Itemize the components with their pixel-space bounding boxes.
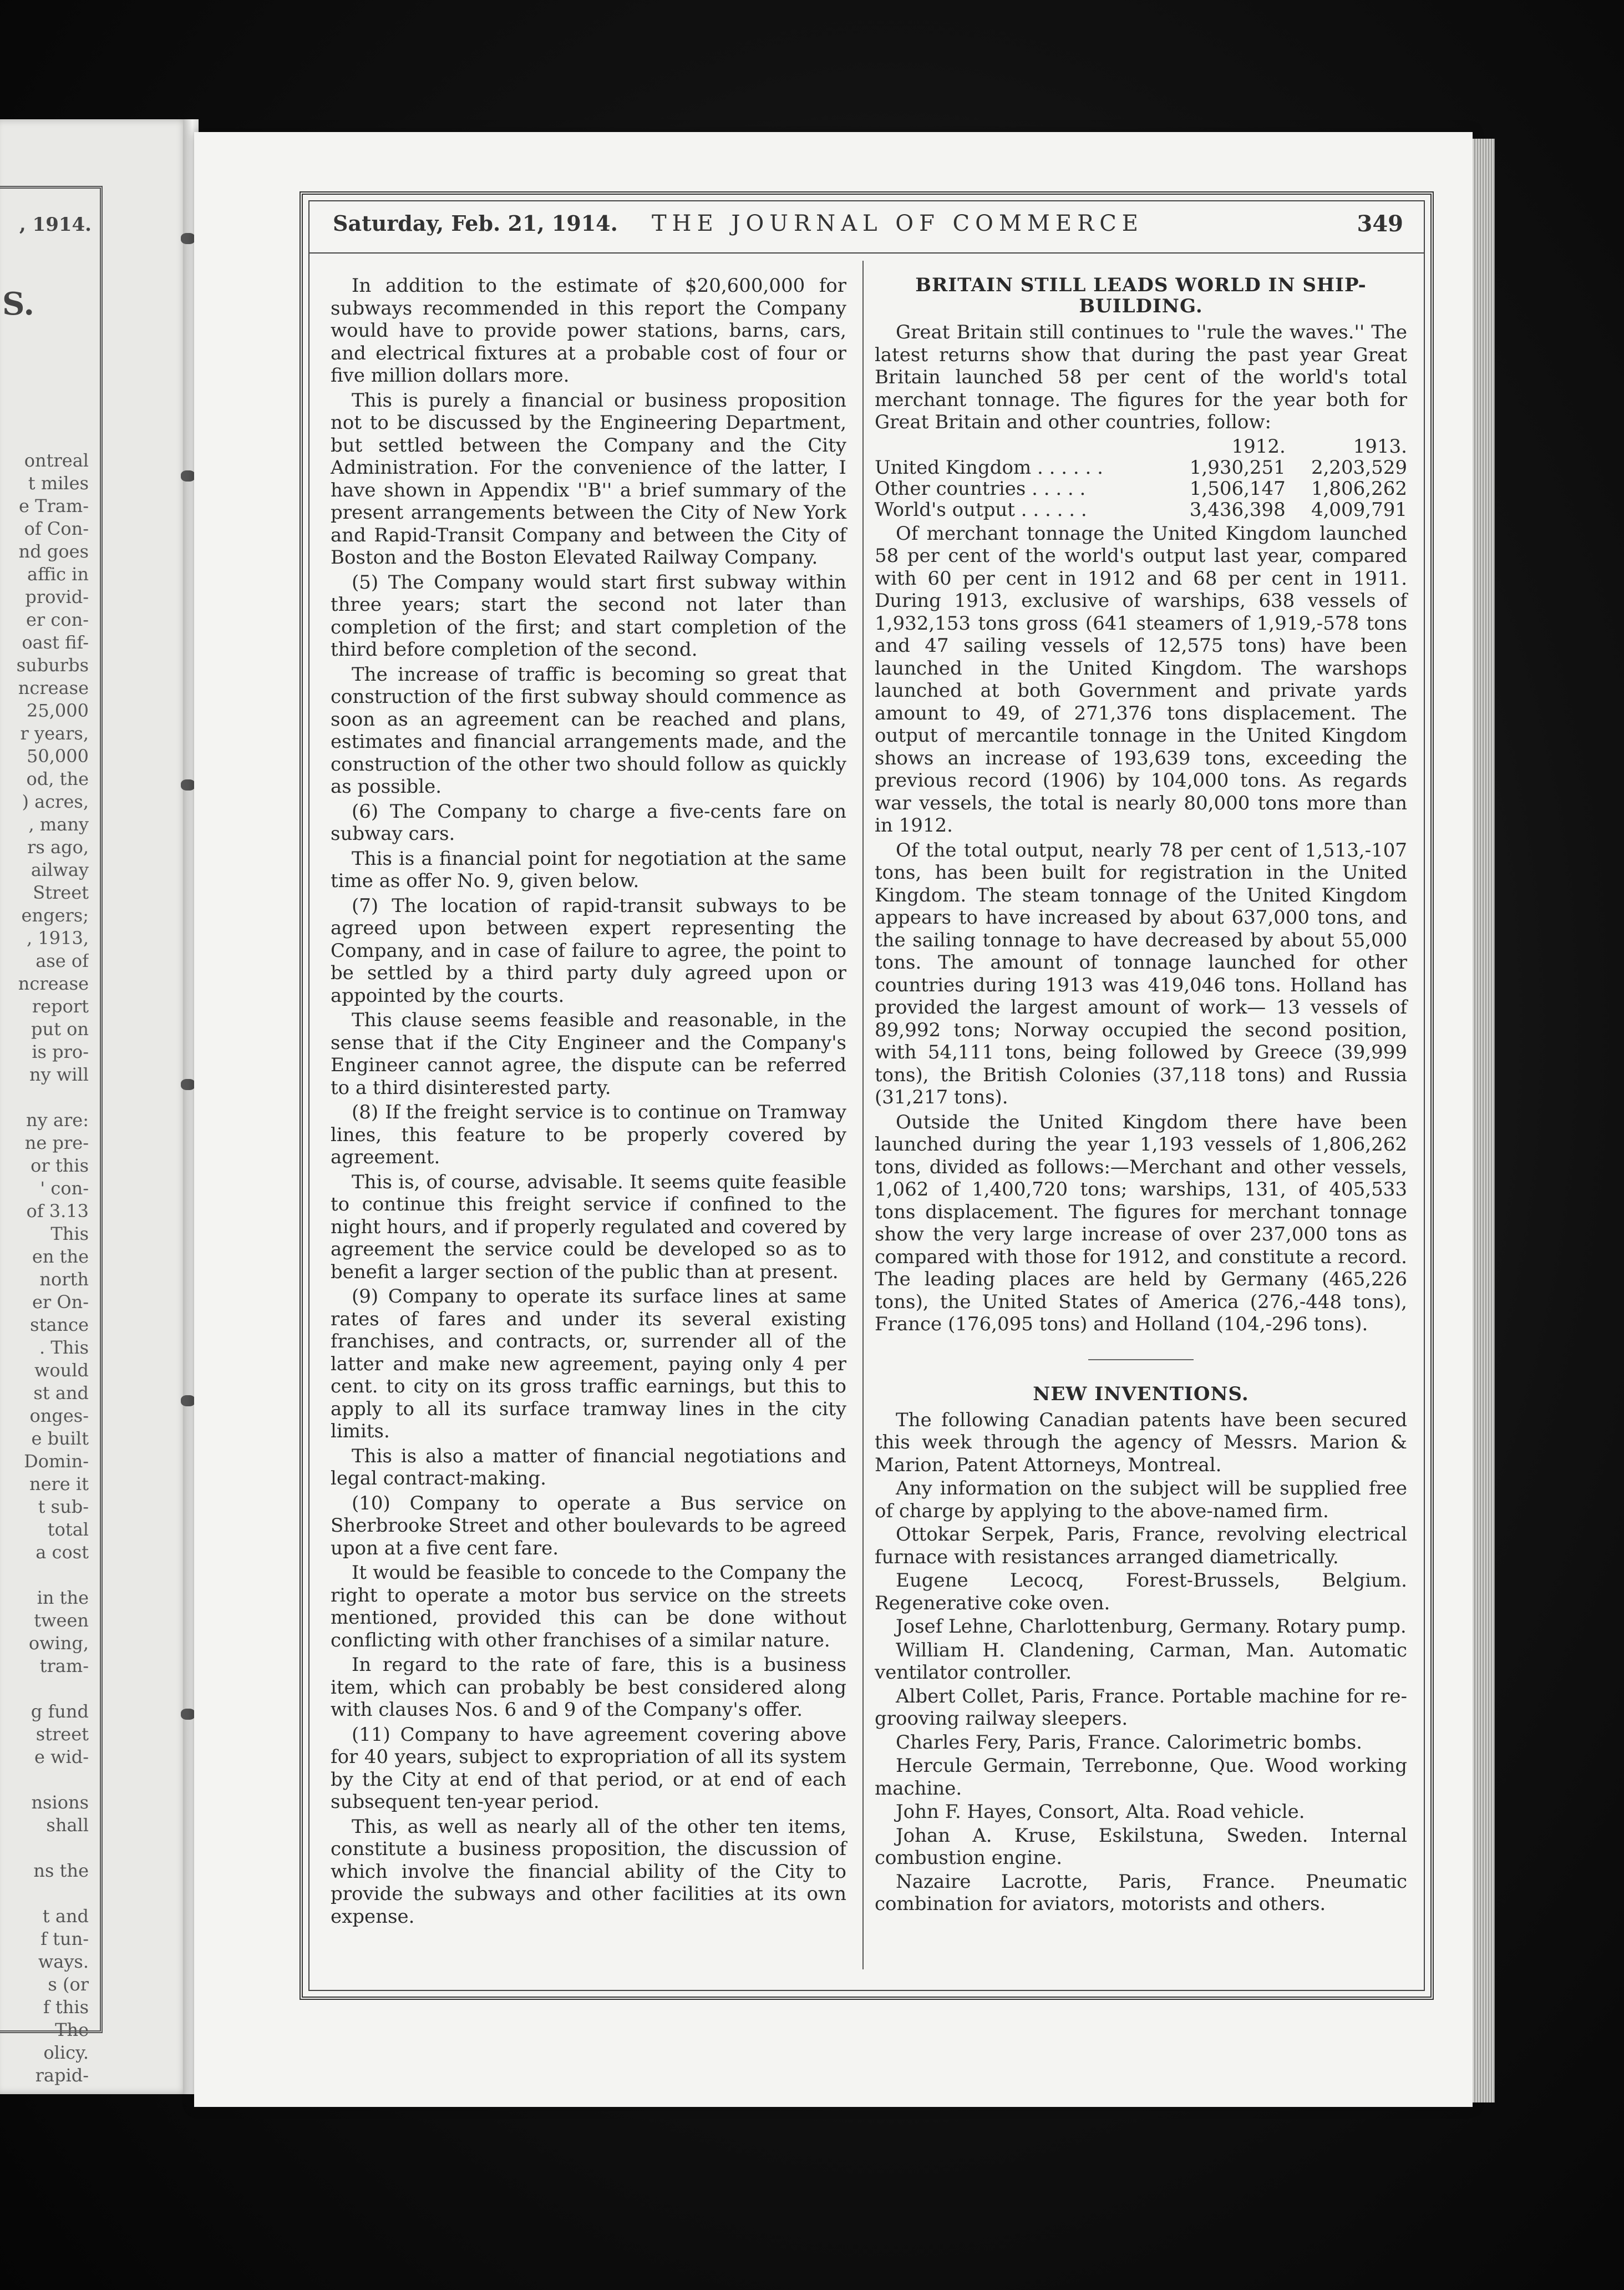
fragment-line bbox=[0, 1678, 89, 1700]
patent-list bbox=[875, 1409, 1407, 1916]
table-row bbox=[875, 499, 1407, 520]
fragment-line: onges- bbox=[29, 1405, 89, 1426]
fragment-line: f this bbox=[43, 1997, 89, 2018]
fragment-line bbox=[0, 1882, 89, 1905]
fragment-line: ways. bbox=[38, 1951, 89, 1972]
fragment-line: total bbox=[47, 1519, 89, 1540]
fragment-line: of Con- bbox=[24, 518, 89, 539]
paragraph: (10) Company to operate a Bus service on Sherbrooke Street and other boulevards to be agreed upon at a five cent fare. bbox=[331, 1492, 846, 1559]
patent-entry: Charles Fery, Paris, France. Calorimetric bombs. bbox=[896, 1731, 1362, 1754]
section-divider bbox=[1088, 1359, 1194, 1360]
fragment-line: a cost bbox=[35, 1542, 89, 1563]
row-label: Other countries . . . . . bbox=[875, 477, 1086, 500]
page-number: 349 bbox=[1357, 211, 1403, 237]
fragment-line: g fund bbox=[31, 1701, 89, 1722]
left-page-header: , 1914. bbox=[19, 214, 92, 236]
fragment-line: Domin- bbox=[24, 1451, 89, 1472]
running-head bbox=[333, 211, 1403, 244]
fragment-line: stance bbox=[30, 1314, 89, 1335]
fragment-line: tram- bbox=[39, 1655, 89, 1676]
fragment-line bbox=[0, 1564, 89, 1587]
binding-thread bbox=[181, 779, 195, 791]
table-row bbox=[875, 478, 1407, 499]
fragment-line: tween bbox=[34, 1610, 89, 1631]
column-header: 1912. bbox=[1231, 435, 1286, 458]
paragraph: (6) The Company to charge a five-cents fare on subway cars. bbox=[331, 800, 846, 845]
article-headline: NEW INVENTIONS. bbox=[1033, 1382, 1249, 1405]
patent-entry: Josef Lehne, Charlottenburg, Germany. Rotary pump. bbox=[896, 1615, 1407, 1638]
binding-thread bbox=[181, 1709, 195, 1720]
binding-thread bbox=[181, 1079, 195, 1090]
fragment-line: suburbs bbox=[16, 655, 89, 676]
fragment-line: s (or bbox=[48, 1974, 89, 1995]
left-page-text-fragment bbox=[0, 449, 89, 2087]
paragraph: (11) Company to have agreement covering above for 40 years, subject to expropriation of all its system by the City at end of that period, or at end of each subsequent ten-year period. bbox=[331, 1723, 846, 1813]
patent-entry: John F. Hayes, Consort, Alta. Road vehicle. bbox=[896, 1801, 1305, 1823]
fragment-line: engers; bbox=[21, 905, 89, 926]
left-page-heading-fragment: S. bbox=[2, 286, 34, 322]
tonnage-table bbox=[875, 436, 1407, 520]
paragraph: (7) The location of rapid-transit subways to be agreed upon between expert representing the Company, and in case of failure to agree, the point to be settled by a third party duly agreed upon or appointed by the courts. bbox=[331, 894, 846, 1007]
fragment-line: e Tram- bbox=[19, 495, 89, 516]
fragment-line: ontreal bbox=[24, 450, 89, 471]
binding-thread bbox=[181, 470, 195, 482]
table-row bbox=[875, 457, 1407, 478]
fragment-line: Street bbox=[33, 882, 89, 903]
cell-1913: 2,203,529 bbox=[1311, 456, 1407, 479]
paragraph: Of merchant tonnage the United Kingdom launched 58 per cent of the world's output last year, compared with 60 per cent in 1912 and 68 per cent in 1911. During 1913, exclusive of warships, 638 vessels of 1,932,153 tons gross (641 steamers of 1,919,-578 tons and 47 sailing vessels of 12,575 tons) have been launched in the United Kingdom. The warshops launched at both Government and private yards amount to 49, of 271,376 tons displacement. The output of mercantile tonnage in the United Kingdom shows an increase of 193,639 tons, exceeding the previous record (1906) by 104,000 tons. As regards war vessels, the total is nearly 80,000 tons more than in 1912. bbox=[875, 522, 1407, 837]
row-label: World's output . . . . . . bbox=[875, 498, 1087, 521]
fragment-line: affic in bbox=[27, 564, 89, 585]
paragraph: Outside the United Kingdom there have been launched during the year 1,193 vessels of 1,806,262 tons, divided as follows:—Merchant and other vessels, 1,062 of 1,400,720 tons; warships, 131, of 405,533 tons displacement. The figures for merchant tonnage show the very large increase of over 237,000 tons as compared with those for 1912, and constitute a record. The leading places are held by Germany (465,226 tons), the United States of America (276,-448 tons), France (176,095 tons) and Holland (104,-296 tons). bbox=[875, 1111, 1407, 1335]
binding-thread bbox=[181, 1395, 195, 1406]
cell-1912: 1,506,147 bbox=[1189, 477, 1286, 500]
fragment-line: provid- bbox=[25, 586, 89, 607]
fragment-line: in the bbox=[37, 1587, 89, 1608]
fragment-line: ase of bbox=[35, 950, 89, 971]
patent-entry: William H. Clandening, Carman, Man. Automatic ventilator controller. bbox=[875, 1639, 1407, 1684]
fragment-line bbox=[0, 1769, 89, 1791]
fragment-line bbox=[0, 1837, 89, 1860]
fragment-line: , 1913, bbox=[27, 928, 89, 949]
fragment-line: . This bbox=[39, 1337, 89, 1358]
article-headline: BRITAIN STILL LEADS WORLD IN SHIP-BUILDING. bbox=[915, 274, 1367, 317]
table-header-row bbox=[875, 436, 1407, 457]
patent-entry: Ottokar Serpek, Paris, France, revolving electrical furnace with resistances arranged diametrically. bbox=[875, 1523, 1407, 1568]
paragraph: This, as well as nearly all of the other ten items, constitute a business proposition, the discussion of which involve the financial ability of the City to provide the subways and other facilities at its own expense. bbox=[331, 1815, 846, 1928]
fragment-line: r years, bbox=[20, 723, 89, 744]
fragment-line bbox=[0, 1086, 89, 1109]
paragraph: This clause seems feasible and reasonable, in the sense that if the City Engineer and the Company's Engineer cannot agree, the dispute can be referred to a third disinterested party. bbox=[331, 1009, 846, 1099]
fragment-line: ny are: bbox=[26, 1109, 89, 1131]
patent-entry: Eugene Lecocq, Forest-Brussels, Belgium. Regenerative coke oven. bbox=[875, 1569, 1407, 1614]
column-header: 1913. bbox=[1353, 435, 1407, 458]
cell-1913: 4,009,791 bbox=[1311, 498, 1407, 521]
paragraph: This is also a matter of financial negotiations and legal contract-making. bbox=[331, 1445, 846, 1489]
fragment-line: t miles bbox=[28, 473, 89, 494]
fragment-line: oast fif- bbox=[22, 632, 89, 653]
paragraph: This is a financial point for negotiation at the same time as offer No. 9, given below. bbox=[331, 847, 846, 892]
fragment-line: t sub- bbox=[38, 1496, 89, 1517]
patent-entry: Albert Collet, Paris, France. Portable machine for re-grooving railway sleepers. bbox=[875, 1685, 1407, 1730]
cell-1913: 1,806,262 bbox=[1311, 477, 1407, 500]
fragment-line: ns the bbox=[33, 1860, 89, 1881]
fragment-line: ' con- bbox=[40, 1178, 89, 1199]
fragment-line: nd goes bbox=[18, 541, 89, 562]
fragment-line: ailway bbox=[31, 859, 89, 880]
paragraph: (8) If the freight service is to continue on Tramway lines, this feature to be properly covered by agreement. bbox=[331, 1101, 846, 1168]
paragraph: Of the total output, nearly 78 per cent of 1,513,-107 tons, has been built for registration in the United Kingdom. The steam tonnage of the United Kingdom appears to have increased by about 637,000 tons, and the sailing tonnage to have decreased by about 55,000 tons. The amount of tonnage launched for other countries during 1913 was 419,046 tons. Holland has provided the largest amount of work— 13 vessels of 89,992 tons; Norway occupied the second position, with 54,111 tons, being followed by Greece (39,999 tons), the British Colonies (37,118 tons) and Russia (31,217 tons). bbox=[875, 839, 1407, 1108]
fragment-line: ) acres, bbox=[22, 791, 89, 812]
fragment-line: 50,000 bbox=[27, 746, 89, 767]
fragment-line: e built bbox=[31, 1428, 89, 1449]
fragment-line: olicy. bbox=[43, 2042, 89, 2063]
paragraph: The increase of traffic is becoming so great that construction of the first subway should commence as soon as an agreement can be reached and plans, estimates and financial arrangements made, and the construction of the other two should follow as quickly as possible. bbox=[331, 663, 846, 798]
issue-date: Saturday, Feb. 21, 1914. bbox=[333, 211, 618, 236]
patent-entry: Hercule Germain, Terrebonne, Que. Wood working machine. bbox=[875, 1755, 1407, 1800]
paragraph: It would be feasible to concede to the Company the right to operate a motor bus service on the streets mentioned, provided this can be done without conflicting with other franchises of a similar nature. bbox=[331, 1562, 846, 1651]
paragraph: Great Britain still continues to ''rule the waves.'' The latest returns show that during the past year Great Britain launched 58 per cent of the world's total merchant tonnage. The figures for the year both for Great Britain and other countries, follow: bbox=[875, 321, 1407, 433]
cell-1912: 1,930,251 bbox=[1189, 456, 1286, 479]
paragraph: (9) Company to operate its surface lines at same rates of fares and under its several existing franchises, and contracts, or, surrender all of the latter and make new agreement, paying only 4 per cent. to city on its gross traffic earnings, but this to apply to all its surface tramway lines in the city limits. bbox=[331, 1285, 846, 1442]
right-column bbox=[875, 275, 1407, 1917]
fragment-line: would bbox=[34, 1360, 89, 1381]
fragment-line: or this bbox=[31, 1155, 89, 1176]
fragment-line: en the bbox=[32, 1246, 89, 1267]
fragment-line: nsions bbox=[31, 1792, 89, 1813]
fragment-line: e wid- bbox=[34, 1746, 89, 1767]
fragment-line: ny will bbox=[29, 1064, 89, 1085]
fragment-line: shall bbox=[46, 1815, 89, 1836]
fragment-line: , many bbox=[28, 814, 89, 835]
fragment-line: t and bbox=[42, 1906, 89, 1927]
header-rule bbox=[308, 252, 1425, 254]
paragraph: In addition to the estimate of $20,600,000 for subways recommended in this report the Company would have to provide power stations, barns, cars, and electrical fixtures at a probable cost of four or five million dollars more. bbox=[331, 275, 846, 387]
fragment-line: f tun- bbox=[40, 1928, 89, 1949]
fragment-line: ncrease bbox=[18, 973, 89, 994]
fragment-line: report bbox=[32, 996, 89, 1017]
fragment-line: north bbox=[39, 1269, 89, 1290]
fragment-line: er con- bbox=[26, 609, 89, 630]
paragraph: (5) The Company would start first subway within three years; start the second not later than completion of the first; and start completion of the third before completion of the second. bbox=[331, 571, 846, 661]
paragraph: In regard to the rate of fare, this is a business item, which can probably be best considered along with clauses Nos. 6 and 9 of the Company's offer. bbox=[331, 1654, 846, 1721]
page-edge bbox=[1473, 139, 1495, 2102]
fragment-line: rs ago, bbox=[27, 837, 89, 858]
fragment-line: er On- bbox=[32, 1291, 89, 1313]
fragment-line: The bbox=[55, 2019, 89, 2040]
fragment-line: st and bbox=[33, 1382, 89, 1404]
fragment-line: nere it bbox=[29, 1473, 89, 1494]
patent-entry: Johan A. Kruse, Eskilstuna, Sweden. Internal combustion engine. bbox=[875, 1824, 1407, 1869]
cell-1912: 3,436,398 bbox=[1189, 498, 1286, 521]
left-column bbox=[331, 275, 846, 1930]
fragment-line: put on bbox=[31, 1019, 89, 1040]
fragment-line: owing, bbox=[28, 1633, 89, 1654]
left-facing-page bbox=[0, 119, 189, 2094]
fragment-line: This bbox=[50, 1223, 89, 1244]
paragraph: This is purely a financial or business proposition not to be discussed by the Engineering Department, but settled between the Company and the City Administration. For the convenience of the latter, I have shown in Appendix ''B'' a brief summary of the present arrangements between the City of New York and Rapid-Transit Company and between the City of Boston and the Boston Elevated Railway Company. bbox=[331, 389, 846, 569]
fragment-line: rapid- bbox=[35, 2065, 89, 2086]
fragment-line: street bbox=[35, 1724, 89, 1745]
column-divider bbox=[862, 261, 864, 1969]
paragraph: This is, of course, advisable. It seems quite feasible to continue this freight service if confined to the night hours, and if properly regulated and covered by agreement the service could be developed so as to benefit a larger section of the public than at present. bbox=[331, 1171, 846, 1283]
row-label: United Kingdom . . . . . . bbox=[875, 456, 1103, 479]
paragraph: The following Canadian patents have been secured this week through the agency of Messrs. Marion & Marion, Patent Attorneys, Montreal. bbox=[875, 1409, 1407, 1476]
patent-entry: Nazaire Lacrotte, Paris, France. Pneumatic combination for aviators, motorists and others. bbox=[875, 1870, 1407, 1915]
fragment-line: ncrease bbox=[18, 677, 89, 698]
fragment-line: of 3.13 bbox=[26, 1200, 89, 1222]
fragment-line: od, the bbox=[26, 768, 89, 789]
fragment-line: ne pre- bbox=[24, 1132, 89, 1153]
fragment-line: is pro- bbox=[32, 1041, 89, 1062]
journal-title: THE JOURNAL OF COMMERCE bbox=[652, 211, 1144, 236]
binding-thread bbox=[181, 233, 195, 244]
fragment-line: 25,000 bbox=[27, 700, 89, 721]
paragraph: Any information on the subject will be supplied free of charge by applying to the above-named firm. bbox=[875, 1477, 1407, 1522]
